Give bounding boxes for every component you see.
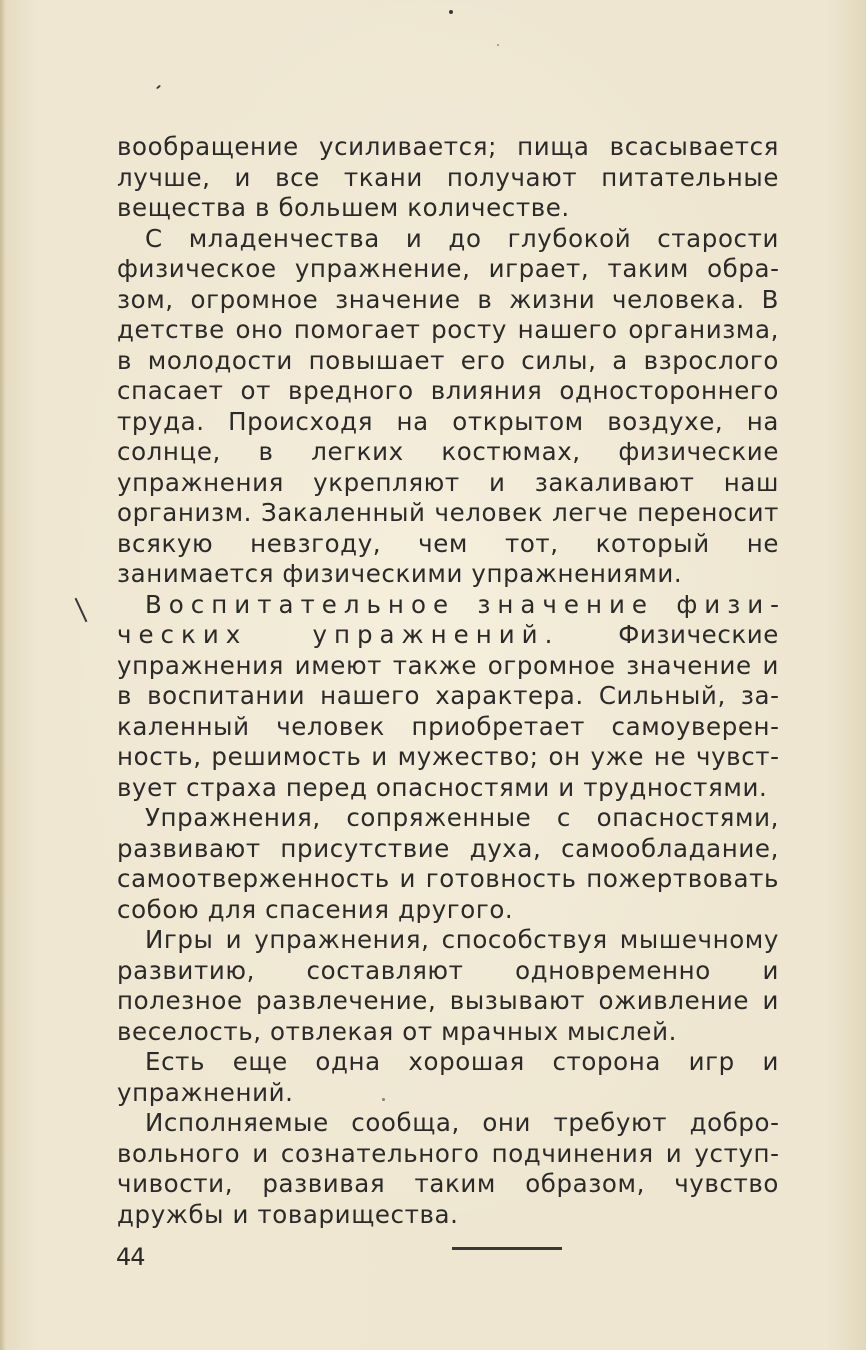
body-text [117, 132, 779, 1230]
paragraph: Есть еще одна хорошая сторона игр и упражнений. [117, 1047, 779, 1107]
footer-rule [452, 1247, 562, 1250]
page-number: 44 [116, 1243, 145, 1271]
paragraph: Игры и упражнения, способствуя мышечному развитию, составляют одновременно и полезное развлечение, вызывают оживление и веселость, отвлекая от мрачных мыслей. [117, 925, 779, 1046]
margin-pencil-mark [75, 598, 88, 622]
paragraph: С младенчества и до глубокой старости физическое упражнение, играет, таким образом, огромное значение в жизни человека. В детстве оно помогает росту нашего организма, в молодости повышает его силы, а взрослого спасает от вредного влияния одностороннего труда. Происходя на открытом воздухе, на солнце, в легких костюмах, физические упражнения укрепляют и закаливают наш организм. Закаленный человек легче переносит всякую невзгоду, чем тот, который не занимается физическими упражнениями. [117, 223, 779, 588]
paragraph: вообращение усиливается; пища всасывается лучше, и все ткани получают питательные вещества в большем количестве. [117, 132, 779, 222]
print-speck [497, 44, 499, 46]
paragraph-text: Физические упражнения имеют также огромное значение и в воспитании нашего характера. Сильный, закаленный человек приобретает самоуверенность, решимость и мужество; он уже не чувствует страха перед опасностями и трудностями. [117, 620, 779, 802]
page-edge-shadow [0, 0, 6, 1350]
paragraph: Исполняемые сообща, они требуют добровольного и сознательного подчинения и уступчивости, развивая таким образом, чувство дружбы и товарищества. [117, 1108, 779, 1229]
paragraph [117, 590, 779, 804]
section-heading-spaced: Воспитательное значение физических упражнений. [117, 589, 779, 649]
print-speck [156, 85, 161, 90]
paragraph: Упражнения, сопряженные с опасностями, развивают присутствие духа, самообладание, самоотверженность и готовность пожертвовать собою для спасения другого. [117, 803, 779, 924]
print-speck [449, 10, 453, 14]
